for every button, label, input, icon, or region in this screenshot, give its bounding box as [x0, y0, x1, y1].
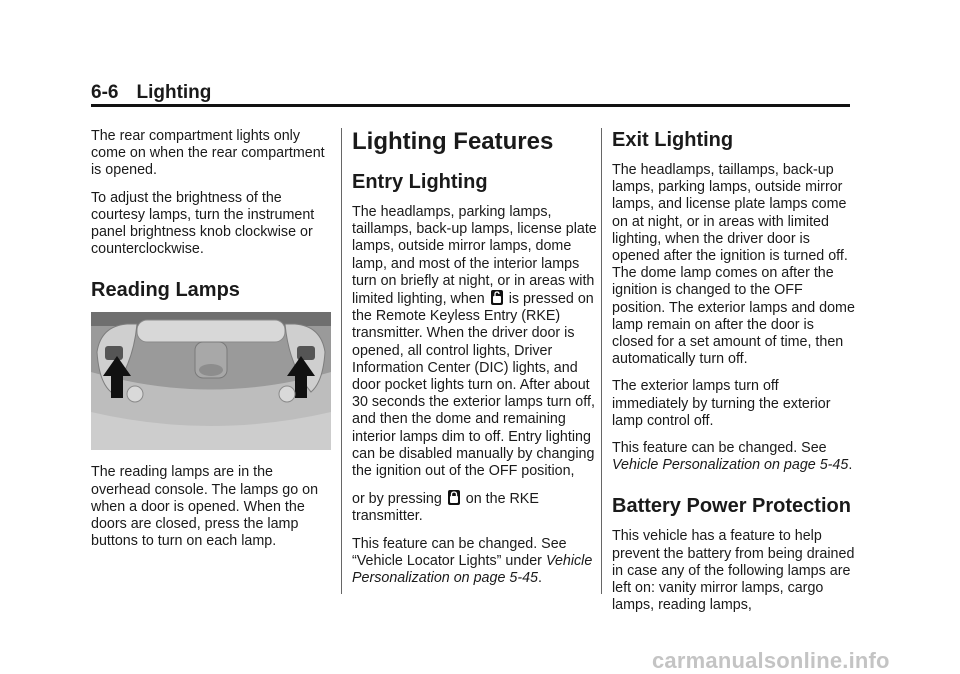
rke-lock-text-a: or by pressing	[352, 491, 442, 508]
exit-change-text-a: This feature can be changed. See	[612, 440, 827, 457]
entry-lighting-text-b: is pressed on the Remote Keyless Entry (RKE) transmitter. When the driver door is opened, all control lights, Driver Information Center (DIC) lights, and door pocket lights turn on. After about 30 seconds the exterior lamps turn off, and then the dome and remaining interior lamps dim to off. Entry lighting can be disabled manually by changing the ignition out of the OFF position,	[352, 291, 595, 480]
reading-lamps-text: The reading lamps are in the overhead console. The lamps go on when a door is opened. When the doors are closed, press the lamp buttons to turn on each lamp.	[91, 464, 319, 550]
chapter-title: Lighting	[136, 82, 212, 103]
entry-lighting-text	[352, 204, 598, 480]
exterior-lamps-off-text: The exterior lamps turn off immediately by turning the exterior lamp control off.	[612, 378, 831, 429]
rke-lock-text	[352, 490, 598, 525]
reading-lamps-heading: Reading Lamps	[91, 279, 240, 302]
entry-personalization-link[interactable]: Vehicle Personalization on page 5-45	[352, 552, 593, 587]
entry-lighting-heading: Entry Lighting	[352, 171, 488, 193]
lock-key-icon	[448, 490, 460, 505]
watermark: carmanualsonline.info	[652, 648, 890, 673]
entry-change-text	[352, 536, 598, 588]
battery-protection-text: This vehicle has a feature to help prevent the battery from being drained in case any of the following lamps are left on: vanity mirror lamps, cargo lamps, reading lamps,	[612, 528, 855, 614]
rear-compartment-text: The rear compartment lights only come on when the rear compartment is opened.	[91, 128, 325, 179]
entry-change-text-c: .	[538, 570, 542, 587]
column-3	[612, 128, 858, 624]
exit-lighting-text: The headlamps, taillamps, back-up lamps, parking lamps, outside mirror lamps, and license plate lamps come on at night, or in areas with limited lighting, when the driver door is opened after the ignition is turned off. The dome lamp comes on after the ignition is changed to the OFF position. The exterior lamps and dome lamp remain on after the door is closed for a set amount of time, then automatically turn off.	[612, 162, 855, 368]
entry-lighting-text-a: The headlamps, parking lamps, taillamps, back-up lamps, license plate lamps, outside mirror lamps, dome lamp, and most of the interior lamps turn on briefly at night, or in areas with limited lighting, when	[352, 204, 597, 308]
entry-change-text-a: This feature can be changed. See “Vehicle Locator Lights” under	[352, 535, 567, 569]
column-divider-1	[341, 128, 342, 594]
exit-lighting-heading: Exit Lighting	[612, 129, 734, 151]
column-1	[91, 128, 331, 560]
unlock-key-icon	[491, 290, 503, 305]
page-header	[91, 82, 211, 104]
header-rule	[91, 104, 850, 107]
courtesy-brightness-text: To adjust the brightness of the courtesy lamps, turn the instrument panel brightness knob clockwise or counterclockwise.	[91, 189, 315, 258]
exit-personalization-link[interactable]: Vehicle Personalization on page 5-45	[612, 457, 849, 474]
battery-protection-heading: Battery Power Protection	[612, 495, 851, 518]
page-number: 6-6	[91, 82, 119, 103]
lighting-features-heading: Lighting Features	[352, 128, 554, 155]
column-2	[352, 128, 598, 597]
exit-change-text-c: .	[848, 457, 853, 474]
exit-change-text	[612, 440, 858, 474]
column-divider-2	[601, 128, 602, 594]
rke-lock-text-b: on the RKE transmitter.	[352, 491, 539, 525]
reading-lamps-photo	[91, 312, 331, 450]
